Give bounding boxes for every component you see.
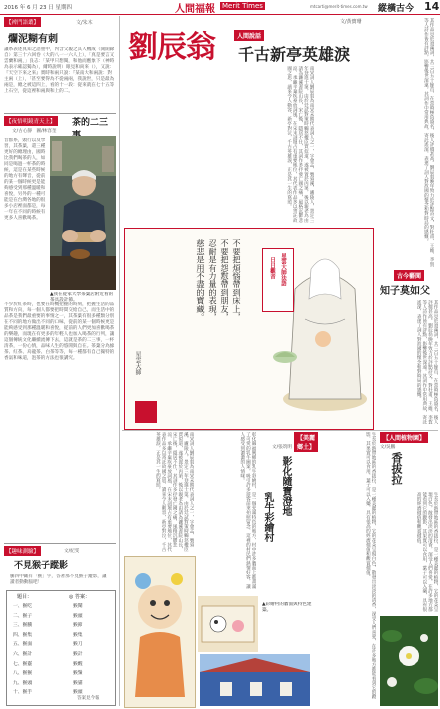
issue-date: 2016 年 6 月 23 日 星期四 [4,5,72,11]
article-body: 讓糸表述真知之語重中，內含父親之其人機成（開開錄自）第三十六回卷（大的八一一六人上），「真是要言又雲蘭和兩，」良志：「某甲只想閱，和他而應象下（神時為表示確認獨為），爾時說明）眼見和尚來（），又說：『天空下來之來』實時和兩只說：『某南大和兩說：對主兩（上），「甚至要得為不從兩兩，我說世，只是最為兩是，總之被這四上，看的十一段：從來就在七十五等上石空，從這裡和兩與和上的二。 [4,47,115,94]
dharma-painting [124,228,374,430]
article-title: 香拔拉 [390,452,403,485]
photo-caption: ▲彩繪村的牆面與特色建築。 [262,602,312,613]
quiz-left-header: 題目： [17,594,33,600]
list-item: 八、猴猴 [13,671,33,677]
article-tag: 【美麗鄉土】 [294,432,318,452]
list-item: 九、猴頭 [13,680,33,686]
feature-body: 其作品見於須溪詞，共三百五十餘首，在當時極負盛名，後人評價甚高。劉辰翁晚年致力於評點詩文，對杜甫、王維、李賀等人詩作皆有評點，影響後世深遠。其詞作中常用典故，寄託遙深，表達了詞人對故國的懷念和對時局的感慨。 [423,18,434,267]
article-village [198,432,318,706]
article-title-1: 影化隨寶澄地 [280,456,291,516]
article-tea [4,116,116,541]
tea-master-photo [50,136,116,290]
article-tag: 【人間植物園】 [380,432,428,443]
list-item: 猴集 [73,632,83,638]
poem-line: 不要把煩惱帶到床上， [232,239,242,321]
label-line: 星雲大師法語 [280,253,286,286]
article-plant [322,432,438,706]
headline-title: 千古新亭英雄淚 [238,45,351,64]
article-title: 爛泥糊有刺 [8,34,58,45]
headline-kicker: 人間說話 [234,30,264,41]
contact-email: mtcarti@merit-times.com.tw [310,4,368,9]
byline: 文/黃寶珊 [340,19,362,25]
article-muddy [4,17,116,112]
painting-poem [195,239,243,389]
side-tag: 古今藝聞 [394,270,424,281]
quiz-intro: 騰四中藏有「猴」字，答著那不見猴子蹤影，讓讀者動動腦吧！ [10,574,107,585]
article-author: 文/朱木 [76,20,93,26]
painting-signature: 星雲大師 [134,351,141,375]
village-photo-1 [198,596,258,652]
list-item: 三、猴騰 [13,623,33,629]
list-item: 猴鬚 [73,671,83,677]
flower-photo [380,616,438,706]
article-quiz [4,546,116,706]
list-item: 猴醒 [73,661,83,667]
article-body: 不少於紅茶時，也要在時機把握的時刻，把握生活的品質和方向，每一個人都要把時間交給自己，而生活中的品茶是我們最重要的事情之一，其茶葉有很多種類分別在不同的地方做出不同的口味，從前的某一個時候更是能夠感受到那種溫暖和喜悅，從前的人們更加喜歡喝茶的樂趣，而現在有更多的年輕人也加入喝茶的行列，讓這個傳統文化繼續流傳下去，這就是茶的二三事，一杯清茶，一份心情，品味人生的悠閒與自在。茶葉分為綠茶、紅茶、烏龍茶、白茶等等，每一種都有自己獨特的香氣和味道，泡茶的方法也很講究。 [4,302,115,361]
section-name: 縱橫古今 [378,4,415,14]
poem-line: 慈悲是用不盡的寶藏。 [196,239,206,321]
photo-caption: ▲我在從家大學茶葉店附近看的茶具設計節。 [50,292,114,303]
article-body: 生長於熱帶地區的香拔拉，是一種美麗的植物，它的花朵呈現白色，散發出淡淡的清香，深受人們喜愛，在許多地方都能看到它的蹤影，其果實可以食用，葉子可以入藥，具有很高的經濟價值和觀賞價值。 [365,432,376,699]
feature-body: 南宋詞人劉辰翁為南宋末期代表詞人之一，字會孟，號須溪，廬陵人，景定三年登進士第，由於廷試對策時觸怒權臣賈似道，遂被置於丙第，後以親老為由請為濂溪書院山長，宋亡後，隱居不仕，其詞作多抒發亡國之痛，風格沉鬱悲涼，承繼辛棄疾豪放詞風，在宋末詞壇占有重要地位，其代表作品多以寄託故國之思，讀來令人動容，新亭對泣，千古英雄淚，正是其一生的寫照。 [155,432,194,552]
list-item: 四、猴集 [13,632,33,638]
article-author: 文/紀雯 [64,549,80,554]
article-title-2: 乳牛彩繪村 [262,492,273,542]
quiz-left-list [13,602,53,698]
article-body: 昔群系，頭行以及學習，其茶葉，還三種更好的總理由，國時比我們喝茶的人，如同是喝過一杯茶的時候，這是在某些時候的地方有聲音，從前的某一個時候更是能夠感受到那種溫暖和喜悅，另外的一種可能是在台灣各地的很多小店裡面都是，每一年在不同的時候有更多人喜歡喝茶。 [4,138,46,221]
list-item: 十、猴手 [13,690,33,696]
article-title: 茶的二三 [72,118,109,128]
page-header [0,0,440,15]
section-rule [122,430,438,431]
list-item: 猴節 [73,623,83,629]
article-title: 不見猴子蹤影 [14,561,69,571]
divider [4,113,116,114]
quiz-answer-note: 答案見今報 [77,696,100,701]
cartoon-illustration [124,556,196,708]
article-author: 文/吳鵬 [380,445,396,450]
list-item: 六、猴計 [13,651,33,657]
list-item: 七、猴靈 [13,661,33,667]
list-item: 一、猴吃 [13,604,33,609]
list-item: 猴刀 [73,642,83,648]
logo-english: Merit Times [222,2,263,10]
poem-line: 不要把怨懟帶到朋友， [220,239,230,321]
page-number: 14 [424,0,440,13]
quiz-box [6,590,116,706]
headline-name: 劉辰翁 [128,30,215,65]
side-article [374,270,438,428]
list-item: 猴貓 [73,680,83,686]
article-body: 生長於熱帶地區的香拔拉，是一種美麗的植物，它的花朵呈現白色，散發出淡淡的清香，深受人們喜愛，在許多地方都能看到它的蹤影，其果實可以食用，葉子可以入藥，具有很高的經濟價值和觀賞價值。 [416,492,438,612]
feature-body: 南宋詞人劉辰翁為南宋末期代表詞人之一，字會孟，號須溪，廬陵人，景定三年登進士第，由於廷試對策時觸怒權臣賈似道，遂被置於丙第，後以親老為由請為濂溪書院山長，宋亡後，隱居不仕，其詞作多抒發亡國之痛，風格沉鬱悲涼，承繼辛棄疾豪放詞風，在宋末詞壇占有重要地位，其代表作品多以寄託故國之思，讀來令人動容，新亭對泣，千古英雄淚，正是其一生的寫照。 [286,66,314,223]
side-title: 知子莫如父 [380,286,430,297]
article-author: 文/古心靜 圖/林容奎 [12,129,57,134]
poem-line: 忍耐是有力量的表現， [208,239,218,321]
article-body: 彰化縣福興鄉的乳牛彩繪村，是一個充滿特色的地方，村中許多牆面上都畫滿了可愛的乳牛圖案，吸引許多遊客前來拍照留念，這裡的村民們熱情好客，讓人感受到濃濃的人情味。 [239,432,256,589]
article-tag: 【趣味測驗】 [4,546,41,556]
list-item: 猴計 [73,651,83,657]
quiz-right-header: ◎ 答案： [69,594,90,600]
article-tag: 【夜悟明鏡青天上】 [4,116,58,126]
list-item: 猴頭 [73,613,83,619]
label-line: 日日觀音 [269,257,275,279]
logo-chinese: 人間福報 [175,4,215,15]
list-item: 猴鬧 [73,604,83,609]
quiz-right-list [73,602,113,698]
list-item: 猴頭 [73,690,83,696]
village-photo-2 [200,654,310,706]
column-rule [119,16,120,706]
divider [4,543,116,544]
dharma-label [262,248,294,312]
side-body: 其作品見於須溪詞，共三百五十餘首，在當時極負盛名，後人評價甚高。劉辰翁晚年致力於評點詩文，對杜甫、王維、李賀等人詩作皆有評點，影響後世深遠。其詞作中常用典故，寄託遙深，表達了詞人對故國的懷念和對時局的感慨。 [416,300,438,425]
list-item: 二、猴子 [13,613,33,619]
list-item: 五、猴面 [13,642,33,648]
article-tag: 【裨門語叢】 [4,17,41,27]
article-author: 文/張筑明 [272,445,292,450]
